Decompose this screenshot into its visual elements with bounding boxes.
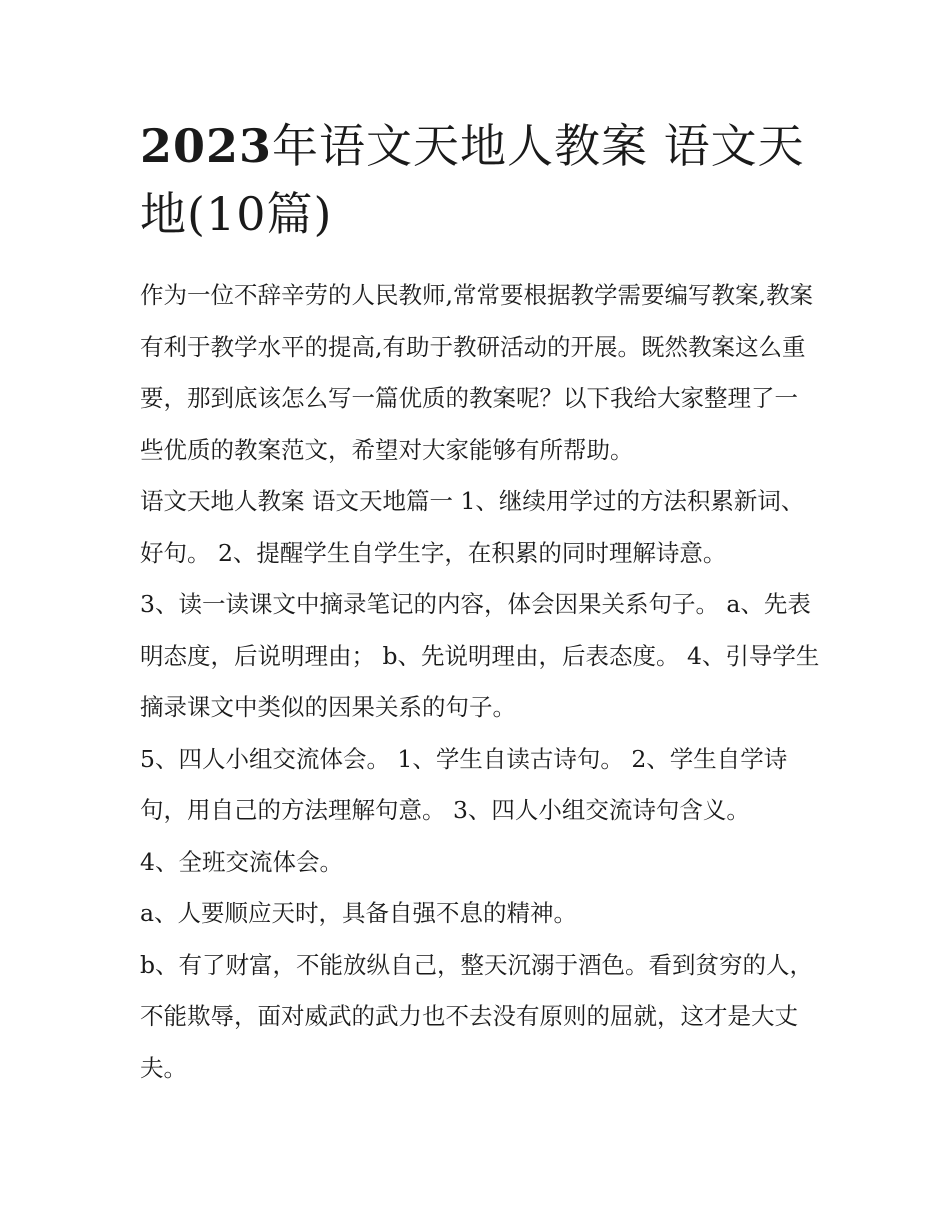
body-paragraph: b、有了财富，不能放纵自己，整天沉溺于酒色。看到贫穷的人，不能欺辱，面对威武的武力也不去没有原则的屈就，这才是大丈夫。 xyxy=(140,950,814,1082)
document-title xyxy=(140,112,820,248)
title-main: 年语文天地人教案 语文天地(10 xyxy=(140,119,805,241)
body-paragraph: 5、四人小组交流体会。 1、学生自读古诗句。 2、学生自学诗句，用自己的方法理解句意。 3、四人小组交流诗句含义。 xyxy=(140,744,788,824)
body-paragraph: 语文天地人教案 语文天地篇一 1、继续用学过的方法积累新词、好句。 2、提醒学生自学生字，在积累的同时理解诗意。 xyxy=(140,487,805,567)
title-tail: 篇) xyxy=(266,187,333,241)
title-year: 2023 xyxy=(140,119,273,173)
body-paragraph: 3、读一读课文中摘录笔记的内容，体会因果关系句子。 a、先表明态度，后说明理由； b、先说明理由，后表态度。 4、引导学生摘录课文中类似的因果关系的句子。 xyxy=(140,590,820,721)
body-paragraph: 4、全班交流体会。 xyxy=(140,847,343,876)
document-page xyxy=(140,112,820,1094)
document-body xyxy=(140,270,820,1094)
body-paragraph: a、人要顺应天时，具备自强不息的精神。 xyxy=(140,899,578,927)
intro-paragraph: 作为一位不辞辛劳的人民教师,常常要根据教学需要编写教案,教案有利于教学水平的提高,有助于教研活动的开展。既然教案这么重要，那到底该怎么写一篇优质的教案呢？以下我给大家整理了一些优质的教案范文，希望对大家能够有所帮助。 xyxy=(140,281,813,464)
